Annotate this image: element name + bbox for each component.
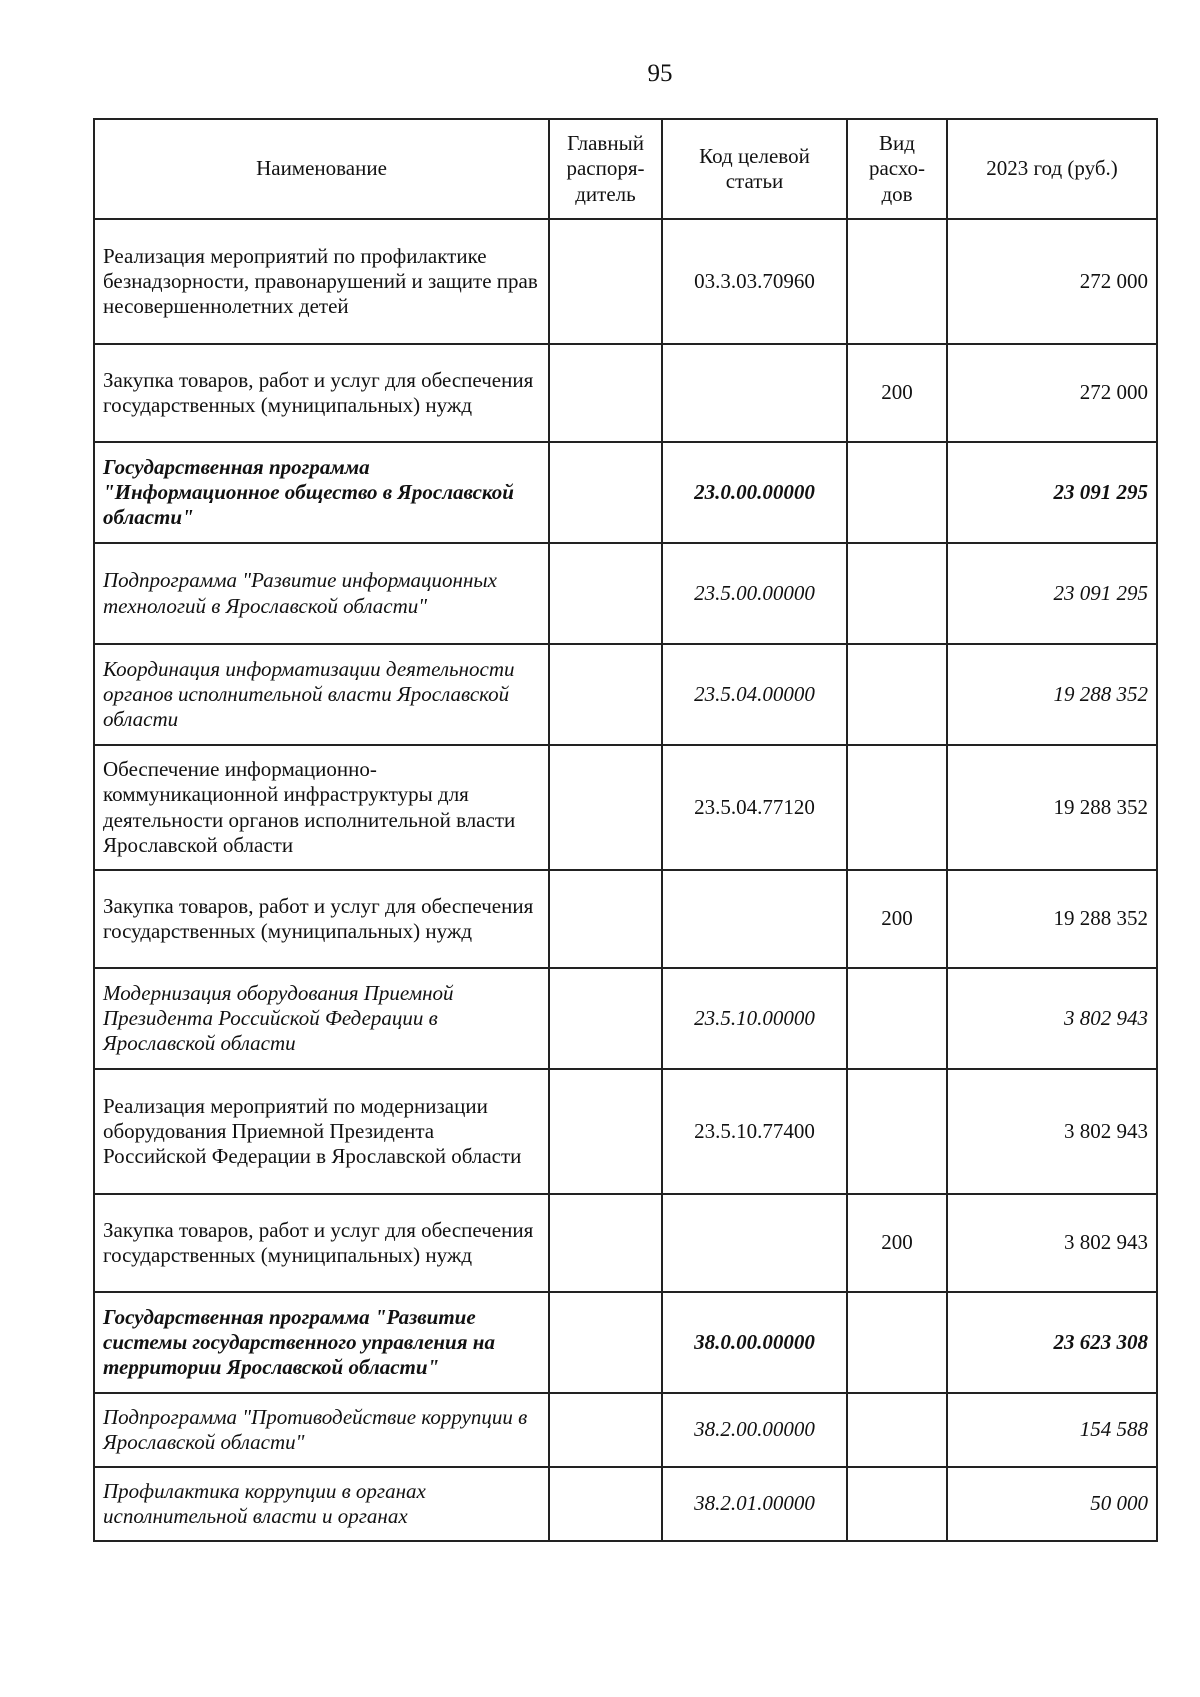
cell-amount: 3 802 943	[947, 968, 1157, 1069]
cell-name: Профилактика коррупции в органах исполнительной власти и органах	[94, 1467, 549, 1541]
cell-grbs	[549, 644, 662, 745]
cell-name: Закупка товаров, работ и услуг для обеспечения государственных (муниципальных) нужд	[94, 1194, 549, 1292]
cell-amount: 272 000	[947, 344, 1157, 442]
cell-grbs	[549, 870, 662, 968]
cell-amount: 3 802 943	[947, 1069, 1157, 1194]
page-number: 95	[647, 60, 673, 87]
header-grbs: Главный распоря-дитель	[549, 119, 662, 219]
cell-amount: 50 000	[947, 1467, 1157, 1541]
cell-grbs	[549, 1292, 662, 1393]
cell-kind: 200	[847, 1194, 947, 1292]
cell-name: Государственная программа "Информационное общество в Ярославской области"	[94, 442, 549, 543]
cell-kind: 200	[847, 344, 947, 442]
budget-table	[93, 118, 1158, 1542]
cell-code	[662, 1194, 847, 1292]
header-code: Код целевой статьи	[662, 119, 847, 219]
cell-code	[662, 344, 847, 442]
cell-amount: 3 802 943	[947, 1194, 1157, 1292]
cell-kind	[847, 543, 947, 644]
cell-kind	[847, 745, 947, 870]
cell-code: 38.0.00.00000	[662, 1292, 847, 1393]
table-row	[94, 644, 1157, 745]
cell-name: Государственная программа "Развитие системы государственного управления на территории Ярославской области"	[94, 1292, 549, 1393]
cell-grbs	[549, 1393, 662, 1467]
table-row	[94, 1069, 1157, 1194]
cell-kind	[847, 1393, 947, 1467]
cell-code: 03.3.03.70960	[662, 219, 847, 344]
cell-name: Закупка товаров, работ и услуг для обеспечения государственных (муниципальных) нужд	[94, 344, 549, 442]
cell-name: Реализация мероприятий по профилактике безнадзорности, правонарушений и защите прав несовершеннолетних детей	[94, 219, 549, 344]
cell-amount: 23 091 295	[947, 442, 1157, 543]
table-row	[94, 1467, 1157, 1541]
table-header-row	[94, 119, 1157, 219]
table-row	[94, 344, 1157, 442]
table-row	[94, 1292, 1157, 1393]
cell-name: Подпрограмма "Развитие информационных технологий в Ярославской области"	[94, 543, 549, 644]
cell-amount: 272 000	[947, 219, 1157, 344]
cell-code	[662, 870, 847, 968]
cell-kind	[847, 1467, 947, 1541]
cell-grbs	[549, 219, 662, 344]
cell-amount: 23 623 308	[947, 1292, 1157, 1393]
cell-code: 23.0.00.00000	[662, 442, 847, 543]
cell-kind	[847, 644, 947, 745]
cell-grbs	[549, 442, 662, 543]
cell-kind: 200	[847, 870, 947, 968]
cell-name: Модернизация оборудования Приемной Президента Российской Федерации в Ярославской области	[94, 968, 549, 1069]
table-row	[94, 1393, 1157, 1467]
cell-amount: 19 288 352	[947, 745, 1157, 870]
table-row	[94, 442, 1157, 543]
cell-code: 23.5.04.00000	[662, 644, 847, 745]
header-kind: Вид расхо-дов	[847, 119, 947, 219]
cell-code: 38.2.01.00000	[662, 1467, 847, 1541]
table-row	[94, 745, 1157, 870]
table-row	[94, 219, 1157, 344]
header-name: Наименование	[94, 119, 549, 219]
cell-code: 23.5.04.77120	[662, 745, 847, 870]
table-row	[94, 543, 1157, 644]
cell-name: Координация информатизации деятельности органов исполнительной власти Ярославской области	[94, 644, 549, 745]
cell-grbs	[549, 344, 662, 442]
cell-name: Подпрограмма "Противодействие коррупции в Ярославской области"	[94, 1393, 549, 1467]
cell-grbs	[549, 1467, 662, 1541]
table-row	[94, 968, 1157, 1069]
cell-code: 38.2.00.00000	[662, 1393, 847, 1467]
cell-name: Реализация мероприятий по модернизации оборудования Приемной Президента Российской Федерации в Ярославской области	[94, 1069, 549, 1194]
cell-kind	[847, 1292, 947, 1393]
cell-grbs	[549, 1069, 662, 1194]
cell-amount: 154 588	[947, 1393, 1157, 1467]
cell-name: Обеспечение информационно-коммуникационной инфраструктуры для деятельности органов исполнительной власти Ярославской области	[94, 745, 549, 870]
cell-kind	[847, 442, 947, 543]
cell-code: 23.5.10.00000	[662, 968, 847, 1069]
cell-kind	[847, 1069, 947, 1194]
cell-kind	[847, 968, 947, 1069]
cell-grbs	[549, 543, 662, 644]
cell-code: 23.5.00.00000	[662, 543, 847, 644]
cell-name: Закупка товаров, работ и услуг для обеспечения государственных (муниципальных) нужд	[94, 870, 549, 968]
cell-grbs	[549, 968, 662, 1069]
cell-amount: 23 091 295	[947, 543, 1157, 644]
cell-grbs	[549, 1194, 662, 1292]
cell-code: 23.5.10.77400	[662, 1069, 847, 1194]
cell-amount: 19 288 352	[947, 870, 1157, 968]
table-row	[94, 870, 1157, 968]
cell-grbs	[549, 745, 662, 870]
table-row	[94, 1194, 1157, 1292]
cell-kind	[847, 219, 947, 344]
table-body	[94, 219, 1157, 1541]
cell-amount: 19 288 352	[947, 644, 1157, 745]
header-amount: 2023 год (руб.)	[947, 119, 1157, 219]
